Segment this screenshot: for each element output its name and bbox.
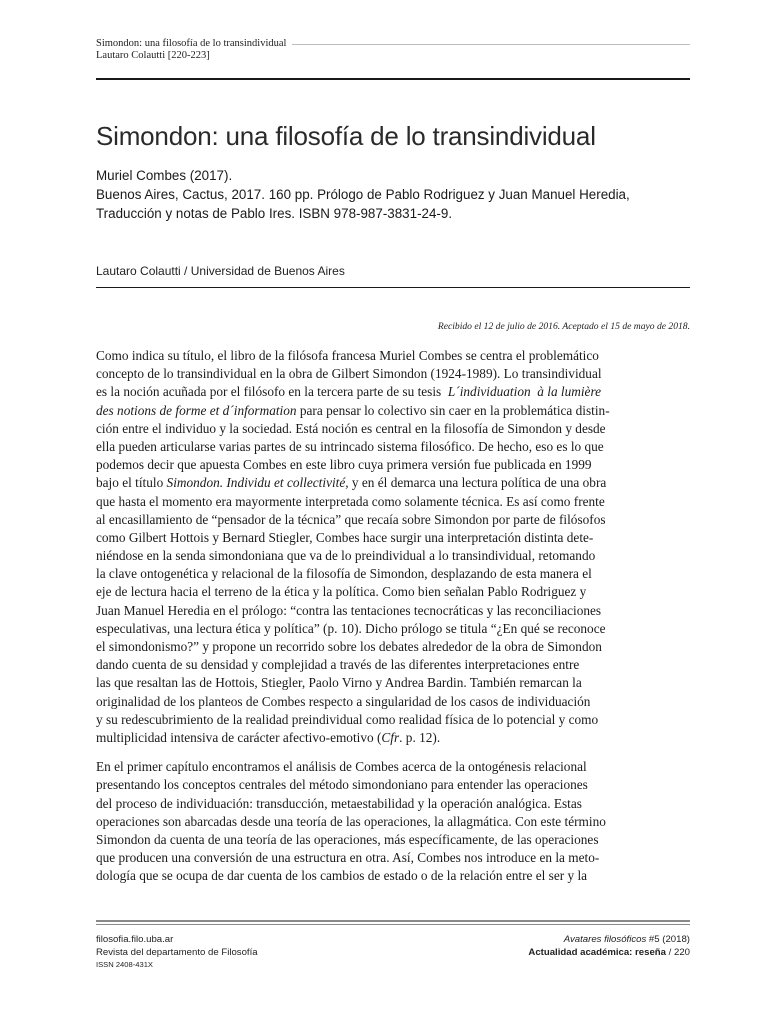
- footer-department: Revista del departamento de Filosofía: [96, 946, 258, 958]
- text-line: y su redescubrimiento de la realidad preindividual como realidad física de lo potencial y como: [96, 711, 599, 727]
- footer-site: filosofia.filo.uba.ar: [96, 934, 174, 945]
- text-line: del proceso de individuación: transducción, metaestabilidad y la operación analógica. Estas: [96, 795, 582, 811]
- text-line: multiplicidad intensiva de carácter afectivo-emotivo (Cfr. p. 12).: [96, 729, 441, 745]
- text-line: des notions de forme et d´information para pensar lo colectivo sin caer en la problemática distin-: [96, 402, 610, 418]
- text-line: especulativas, una lectura ética y política” (p. 10). Dicho prólogo se titula “¿En qué se reconoce: [96, 620, 606, 636]
- footer-rule: [96, 924, 690, 925]
- footer-left: [96, 934, 258, 972]
- text-line: al encasillamiento de “pensador de la técnica” que recaía sobre Simondon por parte de filósofos: [96, 511, 606, 527]
- text-line: concepto de lo transindividual en la obra de Gilbert Simondon (1924-1989). Lo transindividual: [96, 366, 602, 382]
- text-line: niéndose en la senda simondoniana que va de lo preindividual a lo transindividual, retomando: [96, 548, 596, 564]
- running-head-author-pages: Lautaro Colautti [220-223]: [96, 50, 210, 61]
- text-line: Simondon da cuenta de una teoría de las operaciones, más específicamente, de las operaciones: [96, 831, 599, 847]
- text-line: dando cuenta de su densidad y complejidad a través de las diferentes interpretaciones entre: [96, 657, 580, 673]
- article-body: [96, 347, 690, 885]
- received-date: Recibido el 12 de julio de 2016. Aceptado el 15 de mayo de 2018.: [437, 321, 690, 332]
- text-line: podemos decir que apuesta Combes en este libro cuya primera versión fue publicada en 1999: [96, 457, 592, 473]
- review-author: Lautaro Colautti / Universidad de Buenos Aires: [96, 264, 345, 278]
- text-line: dología que se ocupa de dar cuenta de los cambios de estado o de la relación entre el ser y la: [96, 868, 588, 884]
- text-line: como Gilbert Hottois y Bernard Stiegler, Combes hace surgir una interpretación distinta dete-: [96, 529, 594, 545]
- footer-issue: #5 (2018): [646, 934, 690, 945]
- footer-rule: [96, 920, 690, 922]
- citation-line: Buenos Aires, Cactus, 2017. 160 pp. Prólogo de Pablo Rodriguez y Juan Manuel Heredia,: [96, 187, 630, 202]
- text-line: las que resaltan las de Hottois, Stiegler, Paolo Virno y Andrea Bardin. También remarcan la: [96, 675, 582, 691]
- footer-journal: Avatares filosóficos: [563, 934, 647, 945]
- running-head-rule: [292, 44, 690, 45]
- text-line: que hasta el momento era mayormente interpretada como solamente técnica. Es así como frente: [96, 493, 605, 509]
- running-head: [96, 38, 286, 62]
- text-line: eje de lectura hacia el terreno de la ética y la política. Como bien señalan Pablo Rodriguez y: [96, 584, 587, 600]
- text-line: operaciones son abarcadas desde una teoría de las operaciones, la allagmática. Con este término: [96, 813, 606, 829]
- text-line: que producen una conversión de una estructura en otra. Así, Combes nos introduce en la meto-: [96, 850, 600, 866]
- author-rule: [96, 287, 690, 288]
- text-line: bajo el título Simondon. Individu et collectivité, y en él demarca una lectura política de una obra: [96, 475, 607, 491]
- article-title: Simondon: una filosofía de lo transindividual: [96, 121, 596, 151]
- text-line: Juan Manuel Heredia en el prólogo: “contra las tentaciones tecnocráticas y las reconciliaciones: [96, 602, 602, 618]
- text-line: el simondonismo?” y propone un recorrido sobre los debates alrededor de la obra de Simondon: [96, 639, 602, 654]
- text-line: Como indica su título, el libro de la filósofa francesa Muriel Combes se centra el problemático: [96, 348, 599, 363]
- footer-issn: ISSN 2408-431X: [96, 960, 153, 969]
- running-head-title: Simondon: una filosofía de lo transindividual: [96, 38, 287, 49]
- footer-section: Actualidad académica: reseña: [528, 946, 666, 958]
- footer-right: [528, 934, 690, 959]
- footer-page: / 220: [665, 946, 690, 958]
- text-line: la clave ontogenética y relacional de la filosofía de Simondon, desplazando de esta manera el: [96, 566, 592, 582]
- top-rule: [96, 78, 690, 80]
- text-line: presentando los conceptos centrales del método simondoniano para entender las operaciones: [96, 777, 588, 793]
- citation-line: Muriel Combes (2017).: [96, 168, 233, 183]
- book-citation: [96, 166, 696, 223]
- text-line: es la noción acuñada por el filósofo en la tercera parte de su tesis L´individuation à la lumière: [96, 384, 602, 400]
- text-line: originalidad de los planteos de Combes respecto a singularidad de los casos de individuación: [96, 693, 591, 709]
- citation-line: Traducción y notas de Pablo Ires. ISBN 978-987-3831-24-9.: [96, 206, 453, 221]
- text-line: ción entre el individuo y la sociedad. Está noción es central en la filosofía de Simondon y desde: [96, 420, 606, 436]
- text-line: ella pueden articularse varias partes de su intrincado sistema filosófico. De hecho, eso es lo que: [96, 438, 604, 454]
- text-line: En el primer capítulo encontramos el análisis de Combes acerca de la ontogénesis relacional: [96, 759, 587, 775]
